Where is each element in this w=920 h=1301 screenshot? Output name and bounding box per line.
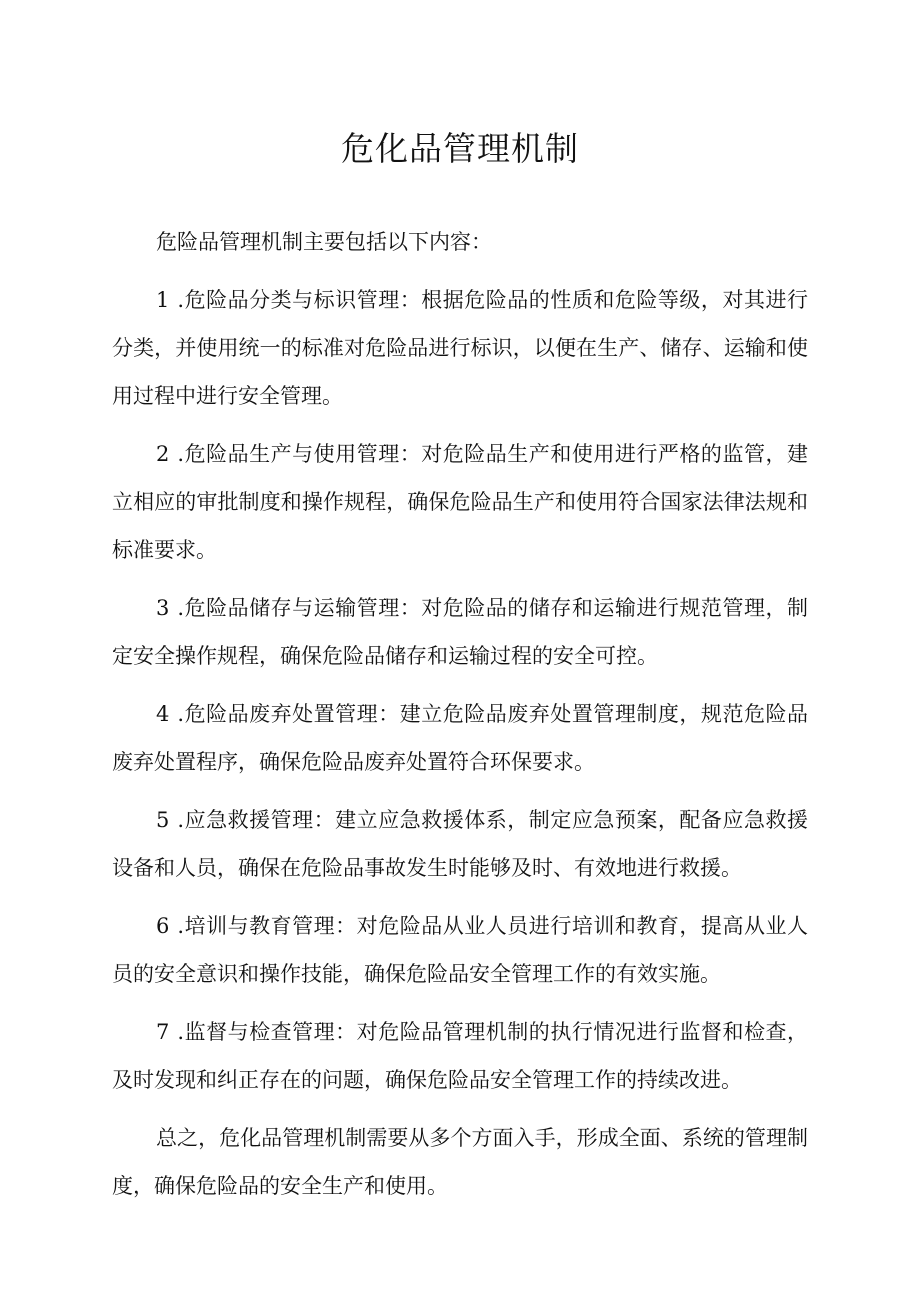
item-number: 7 [156, 1020, 170, 1044]
list-item [112, 690, 808, 786]
list-item [112, 796, 808, 892]
document-title: 危化品管理机制 [341, 129, 579, 168]
item-text: .监督与检查管理：对危险品管理机制的执行情况进行监督和检查，及时发现和纠正存在的问题，确保危险品安全管理工作的持续改进。 [112, 1020, 808, 1092]
list-item [112, 430, 808, 574]
item-text: .危险品废弃处置管理：建立危险品废弃处置管理制度，规范危险品废弃处置程序，确保危险品废弃处置符合环保要求。 [112, 702, 808, 774]
list-item [112, 276, 808, 420]
list-item [112, 902, 808, 998]
item-number: 5 [156, 808, 170, 832]
item-number: 6 [156, 914, 170, 938]
document-body [112, 218, 808, 1220]
item-number: 4 [156, 702, 170, 726]
item-number: 1 [156, 288, 170, 312]
item-text: .培训与教育管理：对危险品从业人员进行培训和教育，提高从业人员的安全意识和操作技能，确保危险品安全管理工作的有效实施。 [112, 914, 808, 986]
item-number: 3 [156, 596, 170, 620]
conclusion-paragraph: 总之，危化品管理机制需要从多个方面入手，形成全面、系统的管理制度，确保危险品的安全生产和使用。 [112, 1126, 808, 1198]
item-text: .危险品生产与使用管理：对危险品生产和使用进行严格的监管，建立相应的审批制度和操作规程，确保危险品生产和使用符合国家法律法规和标准要求。 [112, 442, 808, 562]
list-item [112, 584, 808, 680]
item-text: .危险品分类与标识管理：根据危险品的性质和危险等级，对其进行分类，并使用统一的标准对危险品进行标识，以便在生产、储存、运输和使用过程中进行安全管理。 [112, 288, 808, 408]
item-number: 2 [156, 442, 170, 466]
intro-paragraph: 危险品管理机制主要包括以下内容： [156, 230, 492, 254]
list-item [112, 1008, 808, 1104]
item-text: .危险品储存与运输管理：对危险品的储存和运输进行规范管理，制定安全操作规程，确保危险品储存和运输过程的安全可控。 [112, 596, 808, 668]
item-text: .应急救援管理：建立应急救援体系，制定应急预案，配备应急救援设备和人员，确保在危险品事故发生时能够及时、有效地进行救援。 [112, 808, 808, 880]
